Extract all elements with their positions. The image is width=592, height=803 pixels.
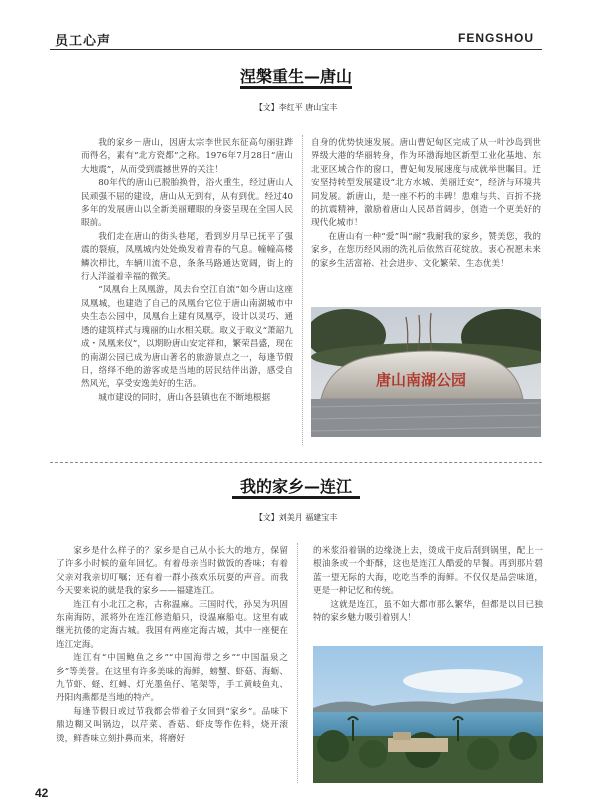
page-number: 42 xyxy=(35,786,49,800)
paragraph: 我们走在唐山的街头巷尾，看到岁月早已抚平了强震的裂痕，凤凰城内处处焕发着青春的气息。幢幢高楼鳞次栉比，车辆川流不息，条条马路通达宽阔，街上的行人洋溢着幸福的微笑。 xyxy=(81,231,293,283)
paragraph: 自身的优势快速发展。唐山曹妃甸区完成了从一叶沙岛到世界级大港的华丽转身，作为环渤海地区新型工业化基地、东北亚区域合作的窗口，曹妃甸发展速度与成就举世瞩目。迁安坚持转型发展建设“北方水城、美丽迁安”，经济与环境共同发展。新唐山，是一座不朽的丰碑！患难与共、百折不挠的抗震精神，激励着唐山人民昂首阔步，创造一个更美好的现代化城市！ xyxy=(311,138,541,229)
photo-illustration xyxy=(313,646,543,783)
lianjiang-coast-photo xyxy=(313,646,543,783)
photo-illustration xyxy=(311,307,541,437)
paragraph: 连江有“中国鲍鱼之乡”“中国海带之乡”“中国温泉之乡”等美誉。在这里有许多美味的海鲜，螃蟹、虾菇、海蛎、九节虾、蛏、红蟳、灯光墨鱼仔、笔架等，手工黄岐鱼丸、丹阳肉燕都是当地的特产。 xyxy=(56,653,288,704)
article2-title-underline xyxy=(232,496,360,499)
paragraph: 每逢节假日或过节我都会带着子女回到“家乡”。品味下鼎边糊又叫锅边，以芹菜、香菇、虾皮等作佐料，烧开滚烫，鲜香味立刻扑鼻而来，将磨好 xyxy=(56,706,288,744)
paragraph: 连江有小北江之称，古称温麻。三国时代，孙吴为巩固东南海防，派将外在连江修造船只，设温麻船屯。这里有戚继光抗倭的定海古城。我国有两座定海古城，其中一座便在连江定海。 xyxy=(56,599,288,650)
column-divider xyxy=(297,543,298,783)
article1-column-right xyxy=(311,137,541,271)
nanhu-park-photo xyxy=(311,307,541,437)
paragraph: 我的家乡－唐山，因唐太宗李世民东征高句丽驻跸而得名，素有“北方瓷都”之称。1976年7月28日“唐山大地震”，从而受到震撼世界的关注！ xyxy=(81,138,293,175)
park-sign-text: 唐山南湖公园 xyxy=(375,371,467,389)
paragraph: 城市建设的同时，唐山各县镇也在不断地根据 xyxy=(98,392,271,403)
article2-title: 我的家乡—连江 xyxy=(239,477,352,496)
paragraph: 在唐山有一种“爱”叫“耐”我耐我的家乡，赞美您，我的家乡，在您历经风雨的洗礼后依然百花绽放。衷心祝愿未来的家乡生活富裕、社会进步、文化繁荣、生态优美！ xyxy=(311,231,541,269)
article1-byline: 【文】李红平 唐山宝丰 xyxy=(254,103,338,112)
paragraph: 80年代的唐山已脱胎换骨，浴火重生，经过唐山人民顽强不屈的建设，唐山从无到有，从有到优。经过40多年的发展唐山以全新美丽耀眼的身姿呈现在全国人民眼前。 xyxy=(81,178,293,229)
paragraph: 这就是连江，虽不如大都市那么繁华，但都是以目已独特的家乡魅力吸引着别人！ xyxy=(313,599,543,624)
paragraph: 家乡是什么样子的？家乡是自己从小长大的地方，保留了许多小时候的童年回忆。有着母亲当时做饭的香味；有着父亲对我亲切叮嘱；还有着一群小孩欢乐玩耍的声音。而我今天要来说的就是我的家乡——福建连江。 xyxy=(56,546,288,597)
section-divider xyxy=(50,462,542,463)
paragraph: “凤凰台上凤凰游，凤去台空江自流”如今唐山这座凤凰城，也建造了自己的凤凰台它位于唐山南湖城市中央生态公园中，凤凰台上建有凤凰亭，设计以灵巧、通透的建筑样式与瑰丽的山水相关联。取义于取义“萧韶九成・凤凰来仪”，以期盼唐山安定祥和，繁荣昌盛，现在的南湖公园已成为唐山著名的旅游景点之一，每逢节假日，络绎不绝的游客或是当地的居民结伴出游，感受自然风光，享受安逸美好的生活。 xyxy=(81,285,293,390)
section-label: 员工心声 xyxy=(55,34,112,49)
article1-title: 涅槃重生—唐山 xyxy=(239,67,352,86)
brand-label: FENGSHOU xyxy=(457,31,534,45)
article2-byline: 【文】刘美月 福建宝丰 xyxy=(254,513,338,522)
paragraph: 的米浆沿着锅的边缘浇上去，烫成干皮后刮到锅里，配上一根油条或一个虾酥，这也是连江人酷爱的早餐。再到那片碧蓝一望无际的大海，吃吃当季的海鲜。不仅仅是品尝味道，更是一种记忆和传统。 xyxy=(313,546,543,597)
article1-title-underline xyxy=(240,86,352,89)
article2-column-left xyxy=(56,545,288,746)
header-rule xyxy=(50,49,542,50)
article1-column-left xyxy=(81,137,293,405)
article2-column-right xyxy=(313,545,543,625)
column-divider xyxy=(302,135,303,445)
